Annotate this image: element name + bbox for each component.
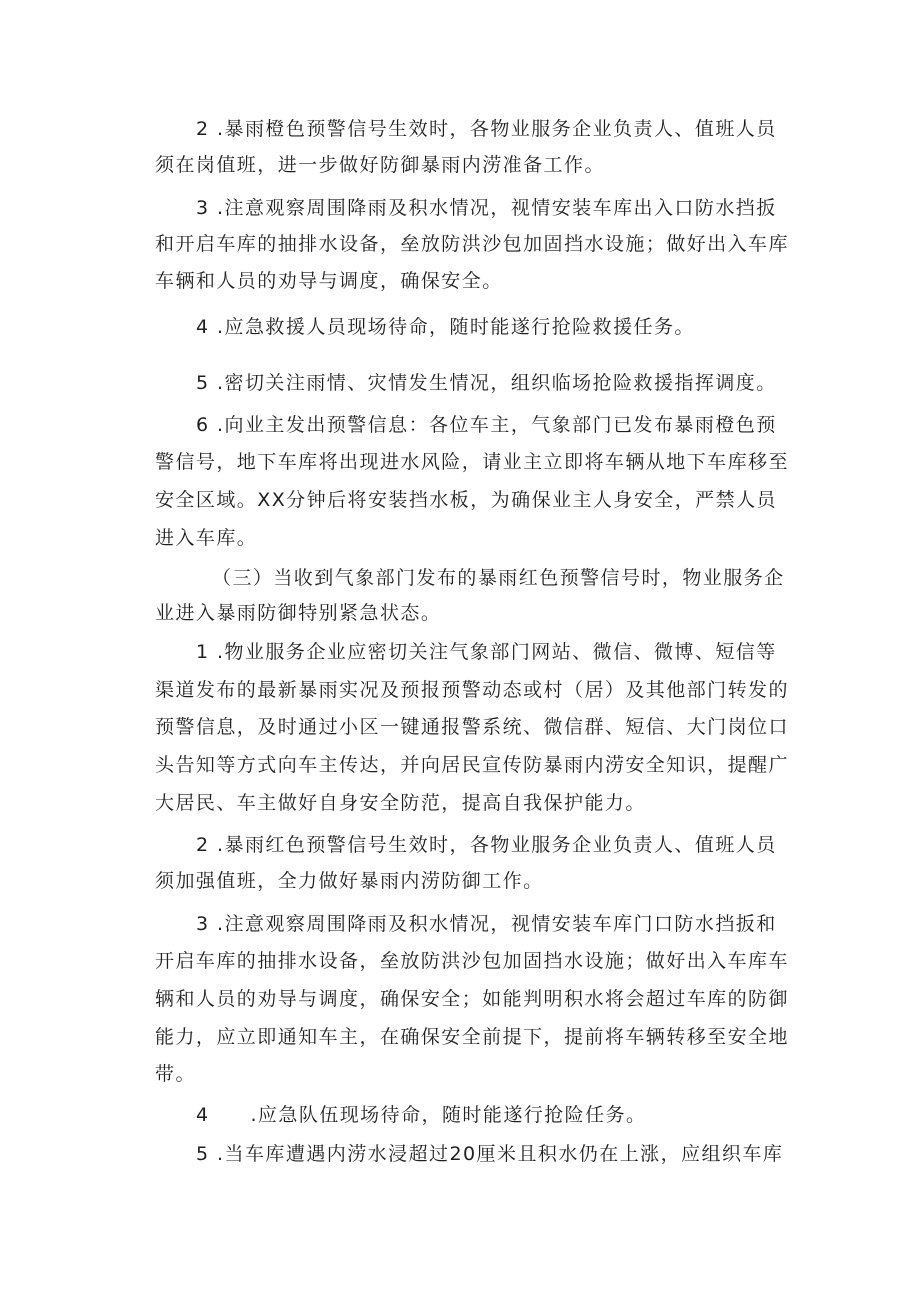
paragraph-line: 进入车库。 [155,527,258,549]
paragraph-line: 5 .当车库遭遇内涝水浸超过20厘米且积水仍在上涨，应组织车库 [196,1143,784,1165]
paragraph-line: 业进入暴雨防御特别紧急状态。 [155,602,442,624]
paragraph-line: 带。 [155,1063,196,1085]
paragraph-line: 3 .注意观察周围降雨及积水情况，视情安装车库出入口防水挡扳 [196,197,777,219]
paragraph-line: 警信号，地下车库将出现进水风险，请业主立即将车辆从地下车库移至 [155,451,789,473]
paragraph-line: 辆和人员的劝导与调度，确保安全；如能判明积水将会超过车库的防御 [155,988,789,1010]
paragraph-line: 和开启车库的抽排水设备，垒放防洪沙包加固挡水设施；做好出入车库 [155,233,789,255]
paragraph-line: 头告知等方式向车主传达，并向居民宣传防暴雨内涝安全知识，提醒广 [155,754,789,776]
paragraph-line: 车辆和人员的劝导与调度，确保安全。 [155,270,503,292]
paragraph-line: 2 .暴雨红色预警信号生效时，各物业服务企业负责人、值班人员 [196,834,777,856]
paragraph-line: 开启车库的抽排水设备，垒放防洪沙包加固挡水设施；做好出入车库车 [155,950,789,972]
paragraph-line: 5 .密切关注雨情、灾情发生情况，组织临场抢险救援指挥调度。 [196,372,777,394]
paragraph-line: 3 .注意观察周围降雨及积水情况，视情安装车库门口防水挡扳和 [196,913,777,935]
paragraph-line: 能力，应立即通知车主，在确保安全前提下，提前将车辆转移至安全地 [155,1026,789,1048]
paragraph-line: 4 .应急队伍现场待命，随时能遂行抢险任务。 [196,1104,647,1126]
paragraph-line: 4 .应急救援人员现场待命，随时能遂行抢险救援任务。 [196,316,695,338]
paragraph-line: 2 .暴雨橙色预警信号生效时，各物业服务企业负责人、值班人员 [196,118,777,140]
paragraph-line: 渠道发布的最新暴雨实况及预报预警动态或村（居）及其他部门转发的 [155,679,789,701]
paragraph-line: 须加强值班，全力做好暴雨内涝防御工作。 [155,870,544,892]
paragraph-line: 6 .向业主发出预警信息：各位车主，气象部门已发布暴雨橙色预 [196,414,777,436]
paragraph-line: 大居民、车主做好自身安全防范，提高自我保护能力。 [155,792,646,814]
section-heading-line: （三）当收到气象部门发布的暴雨红色预警信号时，物业服务企 [212,567,785,589]
paragraph-line: 1 .物业服务企业应密切关注气象部门网站、微信、微博、短信等 [196,641,777,663]
paragraph-line: 安全区域。XX分钟后将安装挡水板，为确保业主人身安全，严禁人员 [155,489,777,511]
paragraph-line: 须在岗值班，进一步做好防御暴雨内涝准备工作。 [155,154,605,176]
paragraph-line: 预警信息，及时通过小区一键通报警系统、微信群、短信、大门岗位口 [155,716,789,738]
